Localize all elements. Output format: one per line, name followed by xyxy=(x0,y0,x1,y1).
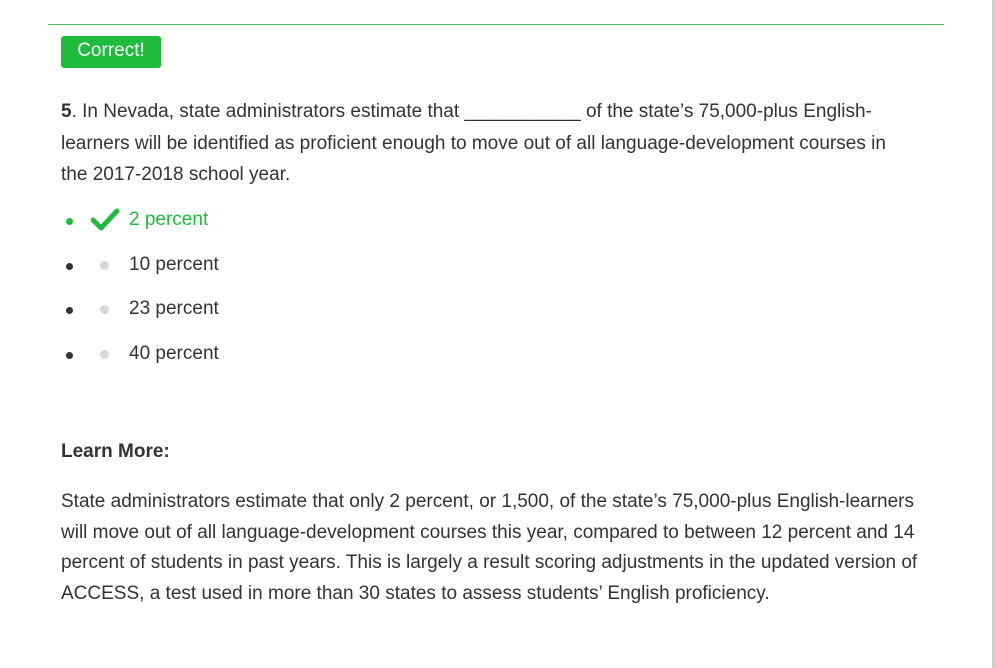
question-text xyxy=(61,96,911,191)
correct-badge: Correct! xyxy=(61,36,161,68)
question-text-before: . In Nevada, state administrators estimate that xyxy=(71,101,465,122)
radio-dot-icon xyxy=(100,350,109,359)
answer-option-label: 23 percent xyxy=(129,298,219,319)
list-bullet xyxy=(66,263,73,270)
section-divider xyxy=(48,24,944,25)
answer-option-10-percent[interactable] xyxy=(61,248,461,293)
answer-option-2-percent[interactable] xyxy=(61,203,461,248)
answer-option-23-percent[interactable] xyxy=(61,292,461,337)
radio-dot-icon xyxy=(100,305,109,314)
check-icon xyxy=(91,208,119,232)
learn-more-body: State administrators estimate that only 2 percent, or 1,500, of the state’s 75,000-plus English-learners will move out of all language-development courses this year, compared to between 12 percent and 14 percent of students in past years. This is largely a result scoring adjustments in the updated version of ACCESS, a test used in more than 30 states to assess students’ English proficiency. xyxy=(61,491,918,604)
answer-options xyxy=(61,203,461,381)
answer-option-label: 40 percent xyxy=(129,342,219,364)
answer-option-label: 2 percent xyxy=(129,209,209,230)
radio-dot-icon xyxy=(100,261,109,270)
question-number: 5 xyxy=(61,101,72,122)
list-bullet xyxy=(66,352,73,359)
question-text-after: of the state’s 75,000-plus English-learners will be identified as proficient enough to move out of all language-development courses in the 2017-2018 school year. xyxy=(61,101,886,185)
learn-more-heading: Learn More: xyxy=(61,441,170,462)
answer-option-40-percent[interactable] xyxy=(61,337,461,382)
list-bullet xyxy=(66,218,73,225)
list-bullet xyxy=(66,307,73,314)
question-blank: ___________ xyxy=(464,101,581,122)
answer-option-label: 10 percent xyxy=(129,253,219,275)
